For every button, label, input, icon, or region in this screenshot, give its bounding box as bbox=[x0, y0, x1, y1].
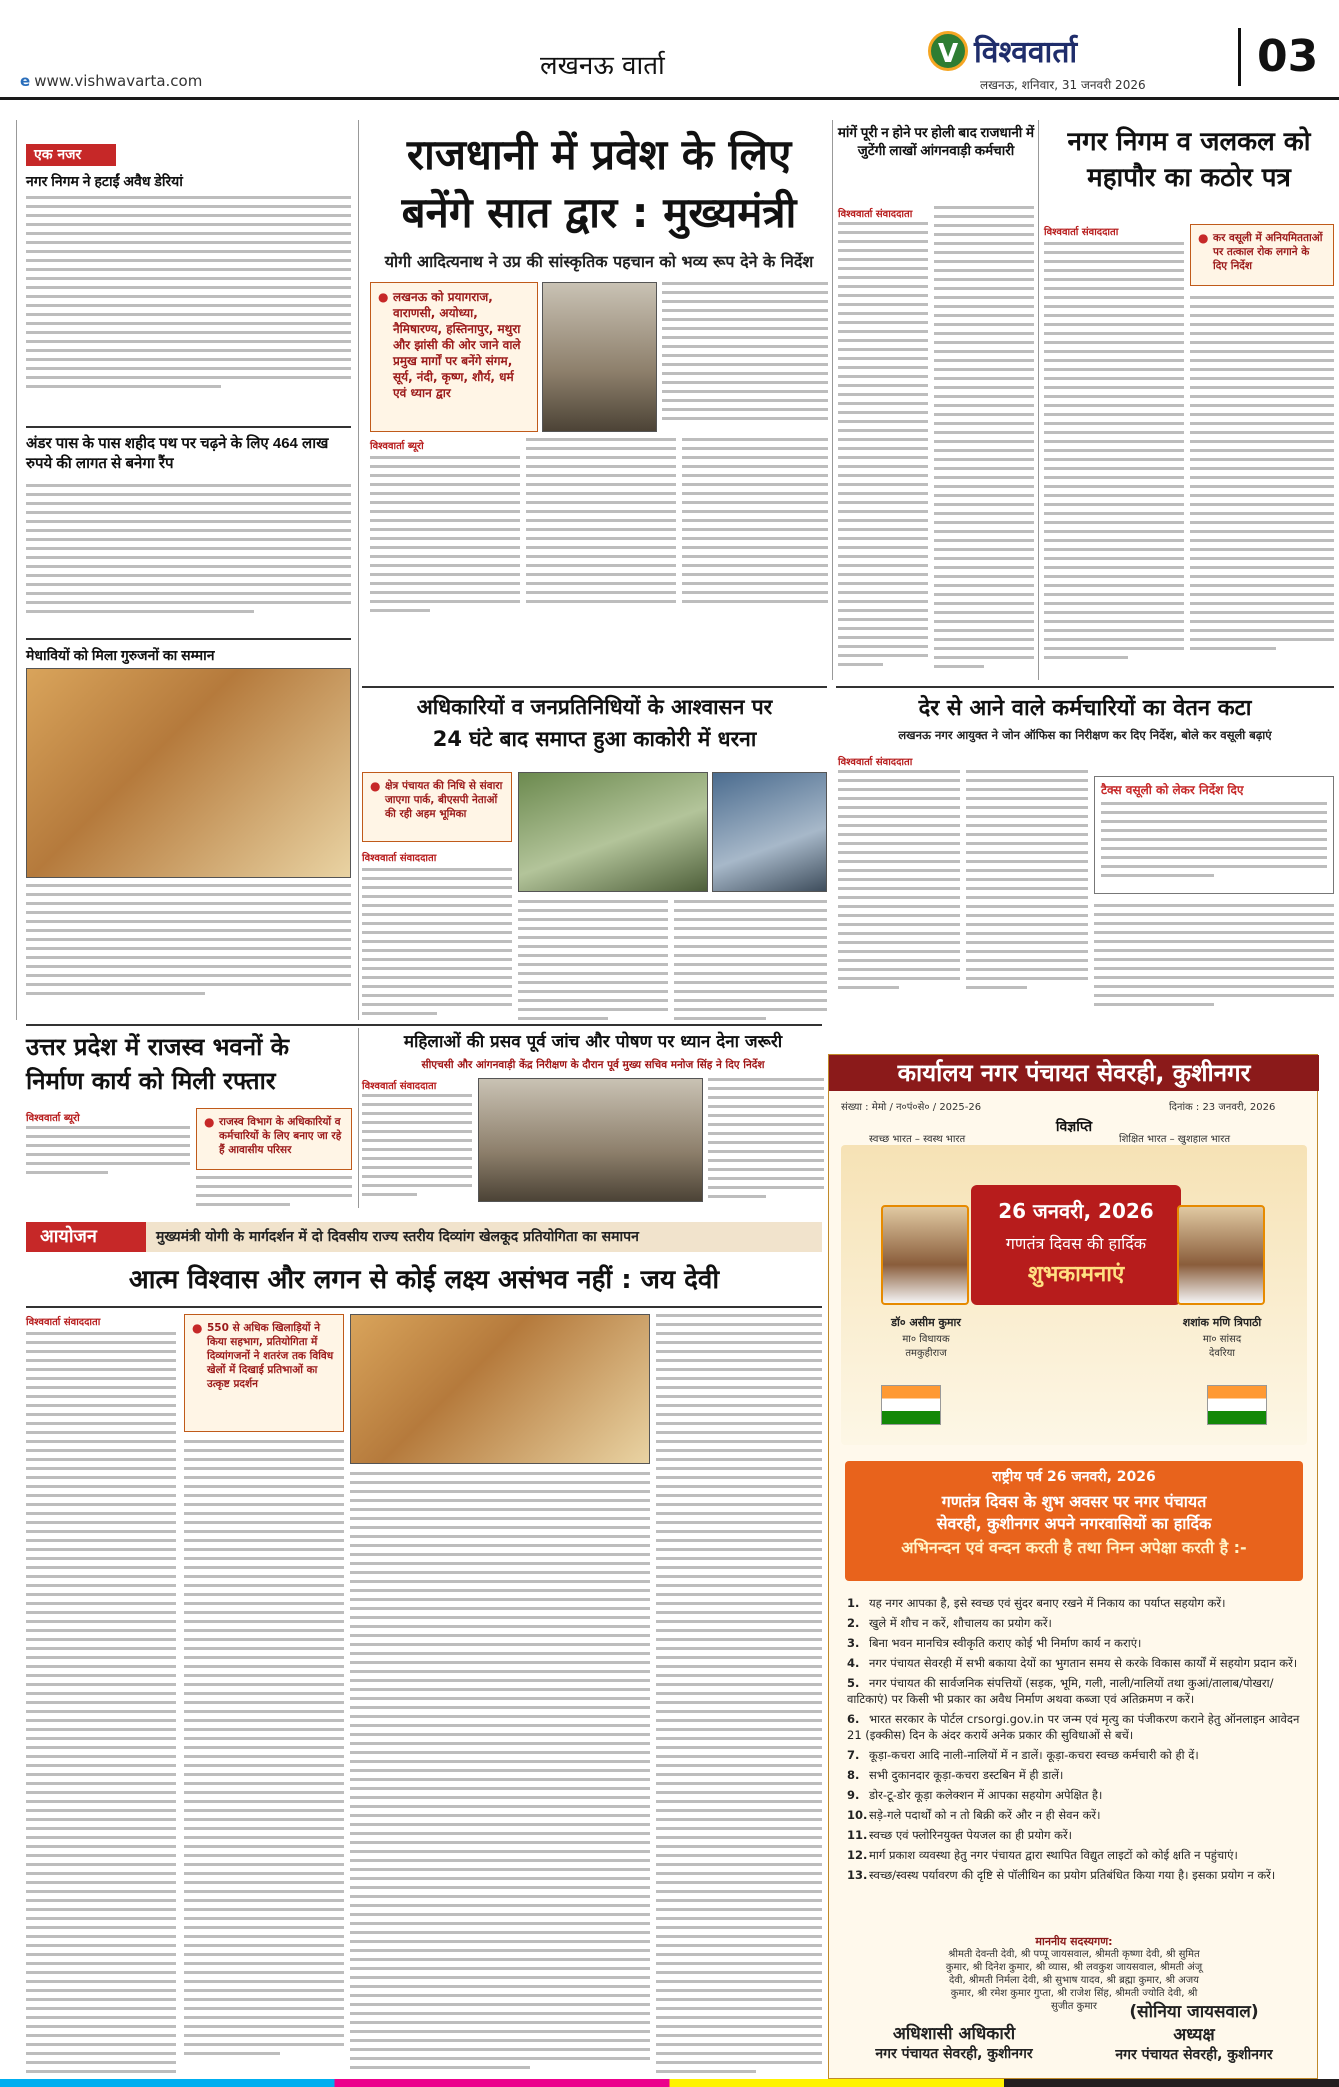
kakori-bureau: विश्ववार्ता संवाददाता bbox=[362, 853, 437, 864]
women-bureau: विश्ववार्ता संवाददाता bbox=[362, 1081, 437, 1092]
aayojan-body-d bbox=[350, 1472, 650, 2075]
list-item: 11. स्वच्छ एवं फ्लोरिनयुक्त पेयजल का ही प्रयोग करें। bbox=[847, 1828, 1073, 1842]
brief1-body bbox=[26, 196, 351, 394]
page-number: 03 bbox=[1238, 28, 1318, 86]
list-item: 2. खुले में शौच न करें, शौचालय का प्रयोग करें। bbox=[847, 1616, 1052, 1630]
brief3-title: मेधावियों को मिला गुरुजनों का सम्मान bbox=[26, 647, 215, 663]
salary-headline: देर से आने वाले कर्मचारियों का वेतन कटा bbox=[918, 696, 1252, 721]
list-item: 6. भारत सरकार के पोर्टल crsorgi.gov.in पर जन्म एवं मृत्यु का पंजीकरण कराने हेतु ऑनलाइन आवेदन 21 (इक्कीस) दिन के अंदर करायें अनेक प्रकार की सुविधाओं से बचें। bbox=[847, 1712, 1300, 1742]
aayojan-body-c bbox=[656, 1314, 822, 2079]
tax-box-title: टैक्स वसूली को लेकर निर्देश दिए bbox=[1101, 783, 1244, 797]
aayojan-headline: आत्म विश्वास और लगन से कोई लक्ष्य असंभव नहीं : जय देवी bbox=[128, 1265, 720, 1295]
list-item: 8. सभी दुकानदार कूड़ा-कचरा डस्टबिन में ही डालें। bbox=[847, 1768, 1064, 1782]
ek-nazar-tab: एक नजर bbox=[26, 144, 116, 166]
tricolor-flag-icon bbox=[881, 1385, 941, 1425]
kakori-headline-line2: 24 घंटे बाद समाप्त हुआ काकोरी में धरना bbox=[432, 727, 757, 751]
aayojan-highlight-box: ● 550 से अधिक खिलाड़ियों ने किया सहभाग, प्रतियोगिता में दिव्यांगजनों ने शतरंज तक विविध खेलों में दिखाई प्रतिभाओं का उत्कृष्ट प्रदर्शन bbox=[184, 1314, 344, 1432]
salary-body-c bbox=[1094, 904, 1334, 1012]
browser-e-icon: e bbox=[20, 72, 31, 90]
lead-body-b bbox=[370, 456, 520, 618]
women-headline: महिलाओं की प्रसव पूर्व जांच और पोषण पर ध्यान देना जरूरी bbox=[403, 1032, 783, 1052]
anganwadi-body-a bbox=[838, 222, 928, 672]
salary-body-a bbox=[838, 770, 960, 995]
ad-date: दिनांक : 23 जनवरी, 2026 bbox=[1169, 1102, 1276, 1113]
health-inspection-photo bbox=[478, 1078, 703, 1202]
sign-right-title: अध्यक्ष bbox=[1173, 2025, 1215, 2045]
kakori-body-b bbox=[518, 900, 668, 1026]
brief3-body bbox=[26, 884, 351, 1001]
anganwadi-body-b bbox=[934, 206, 1034, 674]
list-item: 3. बिना भवन मानचित्र स्वीकृति कराए कोई भी निर्माण कार्य न कराएं। bbox=[847, 1636, 1142, 1650]
orange-line1: राष्ट्रीय पर्व 26 जनवरी, 2026 bbox=[992, 1469, 1156, 1485]
kakori-body-a bbox=[362, 868, 512, 1021]
members-list: श्रीमती देवन्ती देवी, श्री पप्पू जायसवाल, श्रीमती कृष्णा देवी, श्री सुमित कुमार, श्री दिनेश कुमार, श्री व्यास, श्री लवकुश जायसवाल, श्रीमती अंजू देवी, श्रीमती निर्मला देवी, श्री सुभाष यादव, श्री ब्रह्मा कुमार, श्री अजय कुमार, श्री रमेश कुमार गुप्ता, श्री राजेश सिंह, श्रीमती ज्योति देवी, श्री सुजीत कुमार bbox=[945, 1949, 1203, 2012]
ad-ref: संख्या : मेमो / न०पं०से० / 2025-26 bbox=[841, 1102, 982, 1113]
logo-text: विश्ववार्ता bbox=[974, 35, 1078, 70]
anganwadi-headline: मांगें पूरी न होने पर होली बाद राजधानी में जुटेंगी लाखों आंगनवाड़ी कर्मचारी bbox=[837, 125, 1035, 158]
logo-v-icon: V bbox=[928, 31, 968, 71]
salary-deck: लखनऊ नगर आयुक्त ने जोन ऑफिस का निरीक्षण कर दिए निर्देश, बोले कर वसूली बढ़ाएं bbox=[898, 728, 1272, 742]
mayor-headline-line2: महापौर का कठोर पत्र bbox=[1087, 163, 1291, 193]
brief2-title: अंडर पास के पास शहीद पथ पर चढ़ने के लिए 464 लाख रुपये की लागत से बनेगा रैंप bbox=[26, 435, 329, 472]
sign-left-title: अधिशासी अधिकारी bbox=[892, 2024, 1016, 2044]
list-item: 10. सड़े-गले पदार्थों को न तो बिक्री करें और न ही सेवन करें। bbox=[847, 1808, 1101, 1822]
women-deck: सीएचसी और आंगनवाड़ी केंद्र निरीक्षण के दौरान पूर्व मुख्य सचिव मनोज सिंह ने दिए निर्देश bbox=[421, 1059, 765, 1071]
divider bbox=[26, 638, 351, 640]
banner-line2: शुभकामनाएं bbox=[1027, 1262, 1125, 1287]
mayor-body-b bbox=[1190, 296, 1334, 656]
person2-place: देवरिया bbox=[1209, 1348, 1235, 1359]
tax-instructions-box bbox=[1094, 776, 1334, 894]
section-name: लखनऊ वार्ता bbox=[540, 51, 665, 81]
teachers-felicitation-photo bbox=[26, 668, 351, 878]
lead-body-d bbox=[682, 438, 828, 609]
list-item: 7. कूड़ा-कचरा आदि नाली-नालियों में न डालें। कूड़ा-कचरा स्वच्छ कर्मचारी को ही दें। bbox=[847, 1748, 1199, 1762]
women-body-a bbox=[362, 1094, 472, 1202]
list-item: 5. नगर पंचायत की सार्वजनिक संपत्तियों (सड़क, भूमि, गली, नाली/नालियों तथा कुआं/तालाब/पोखरा/वाटिकाएं) पर किसी भी प्रकार का अवैध निर्माण अथवा कब्जा एवं अतिक्रमण न करें। bbox=[847, 1676, 1274, 1706]
members-heading: माननीय सदस्यगण: bbox=[1035, 1935, 1113, 1948]
divider bbox=[26, 426, 351, 428]
column-rule bbox=[832, 120, 833, 680]
column-rule bbox=[358, 120, 359, 1020]
women-body-b bbox=[708, 1078, 824, 1204]
ad-title: कार्यालय नगर पंचायत सेवरही, कुशीनगर bbox=[829, 1055, 1319, 1091]
brief1-title: नगर निगम ने हटाईं अवैध डेरियां bbox=[26, 173, 183, 189]
person2-role: मा० सांसद bbox=[1202, 1334, 1242, 1345]
kakori-headline-line1: अधिकारियों व जनप्रतिनिधियों के आश्वासन पर bbox=[416, 695, 773, 719]
person1-name: डॉ० असीम कुमार bbox=[891, 1316, 961, 1329]
mp-portrait bbox=[1177, 1205, 1265, 1305]
person2-name: शशांक मणि त्रिपाठी bbox=[1182, 1316, 1262, 1329]
newspaper-logo bbox=[928, 30, 1077, 71]
column-rule bbox=[1038, 120, 1039, 680]
orange-line2: गणतंत्र दिवस के शुभ अवसर पर नगर पंचायत bbox=[941, 1492, 1207, 1511]
column-rule bbox=[358, 1028, 359, 1208]
revenue-headline-line1: उत्तर प्रदेश में राजस्व भवनों के bbox=[26, 1033, 290, 1061]
revenue-highlight-box: ● राजस्व विभाग के अधिकारियों व कर्मचारियों के लिए बनाए जा रहे हैं आवासीय परिसर bbox=[196, 1108, 352, 1170]
aayojan-body-b bbox=[184, 1440, 344, 2061]
orange-line3: सेवरही, कुशीनगर अपने नगरवासियों का हार्दिक bbox=[936, 1514, 1212, 1533]
mayor-body-a bbox=[1044, 242, 1184, 665]
list-item: 13. स्वच्छ/स्वस्थ पर्यावरण की दृष्टि से पॉलीथिन का प्रयोग प्रतिबंधित किया गया है। इसका प्रयोग न करें। bbox=[847, 1868, 1276, 1882]
sign-right-place: नगर पंचायत सेवरही, कुशीनगर bbox=[1115, 2047, 1273, 2063]
revenue-headline-line2: निर्माण कार्य को मिली रफ्तार bbox=[26, 1067, 276, 1095]
mayor-highlight-box: ● कर वसूली में अनियमितताओं पर तत्काल रोक लगाने के दिए निर्देश bbox=[1190, 224, 1334, 286]
salary-bureau: विश्ववार्ता संवाददाता bbox=[838, 757, 913, 768]
ad-slogan-left: स्वच्छ भारत – स्वस्थ भारत bbox=[869, 1134, 966, 1145]
republic-day-banner bbox=[841, 1145, 1307, 1445]
mla-portrait bbox=[881, 1205, 969, 1305]
banner-date: 26 जनवरी, 2026 bbox=[998, 1199, 1154, 1223]
aayojan-body-a bbox=[26, 1332, 176, 2087]
sports-event-photo bbox=[350, 1314, 650, 1464]
orange-line4: अभिनन्दन एवं वन्दन करती है तथा निम्न अपेक्षा करती है :- bbox=[901, 1538, 1247, 1557]
list-item: 9. डोर-टू-डोर कूड़ा कलेक्शन में आपका सहयोग अपेक्षित है। bbox=[847, 1788, 1103, 1802]
lead-body-a bbox=[662, 282, 828, 426]
kakori-body-c bbox=[674, 900, 827, 1026]
revenue-body-a bbox=[26, 1126, 190, 1180]
ad-signature-right bbox=[1089, 1999, 1299, 2064]
site-url[interactable]: e www.vishwavarta.com bbox=[20, 72, 203, 90]
list-item: 1. यह नगर आपका है, इसे स्वच्छ एवं सुंदर बनाए रखने में निकाय का पर्याप्त सहयोग करें। bbox=[847, 1596, 1226, 1610]
person1-place: तमकुहीराज bbox=[905, 1348, 947, 1359]
column-rule bbox=[16, 120, 17, 1020]
sign-left-place: नगर पंचायत सेवरही, कुशीनगर bbox=[875, 2046, 1033, 2062]
aayojan-tab: आयोजन bbox=[26, 1222, 146, 1252]
ad-vigyapti: विज्ञप्ति bbox=[1055, 1119, 1093, 1135]
tax-box-body bbox=[1095, 802, 1333, 877]
republic-day-greeting bbox=[971, 1185, 1181, 1305]
divider bbox=[362, 686, 827, 688]
print-color-bar bbox=[0, 2079, 1339, 2087]
revenue-body-b bbox=[196, 1176, 352, 1212]
chief-minister-photo bbox=[542, 282, 657, 432]
lead-highlight-box: ● लखनऊ को प्रयागराज, वाराणसी, अयोध्या, नैमिषारण्य, हस्तिनापुर, मथुरा और झांसी की ओर जाने वाले प्रमुख मार्गों पर बनेंगे संगम, सूर्य, नंदी, कृष्ण, शौर्य, धर्म एवं ध्यान द्वार bbox=[370, 282, 538, 432]
kakori-protest-photo-2 bbox=[712, 772, 827, 892]
lead-deck: योगी आदित्यनाथ ने उप्र की सांस्कृतिक पहचान को भव्य रूप देने के निर्देश bbox=[384, 252, 814, 271]
tricolor-flag-icon bbox=[1207, 1385, 1267, 1425]
list-item: 12. मार्ग प्रकाश व्यवस्था हेतु नगर पंचायत द्वारा स्थापित विद्युत लाइटों को कोई क्षति न पहुंचाएं। bbox=[847, 1848, 1238, 1862]
brief2-body bbox=[26, 484, 351, 619]
ad-expectations-list bbox=[847, 1595, 1303, 1887]
lead-headline-line2: बनेंगे सात द्वार : मुख्यमंत्री bbox=[401, 188, 797, 237]
lead-headline-line1: राजधानी में प्रवेश के लिए bbox=[406, 130, 792, 179]
person1-role: मा० विधायक bbox=[902, 1334, 950, 1345]
ad-signature-left bbox=[849, 2021, 1059, 2063]
banner-line1: गणतंत्र दिवस की हार्दिक bbox=[1005, 1234, 1147, 1253]
lead-body-c bbox=[526, 438, 676, 609]
ad-slogan-right: शिक्षित भारत – खुशहाल भारत bbox=[1119, 1134, 1231, 1145]
anganwadi-bureau: विश्ववार्ता संवाददाता bbox=[838, 209, 913, 220]
aayojan-strip: मुख्यमंत्री योगी के मार्गदर्शन में दो दिवसीय राज्य स्तरीय दिव्यांग खेलकूद प्रतियोगिता का समापन bbox=[146, 1222, 822, 1252]
aayojan-bureau: विश्ववार्ता संवाददाता bbox=[26, 1317, 101, 1328]
dateline: लखनऊ, शनिवार, 31 जनवरी 2026 bbox=[980, 78, 1146, 92]
mayor-headline-line1: नगर निगम व जलकल को bbox=[1067, 127, 1311, 157]
sign-right-name: (सोनिया जायसवाल) bbox=[1129, 2002, 1259, 2022]
revenue-bureau: विश्ववार्ता ब्यूरो bbox=[26, 1113, 80, 1124]
divider bbox=[26, 1306, 822, 1308]
mayor-bureau: विश्ववार्ता संवाददाता bbox=[1044, 227, 1119, 238]
divider bbox=[26, 1024, 822, 1026]
lead-bureau: विश्ववार्ता ब्यूरो bbox=[370, 441, 424, 452]
kakori-highlight-box: ● क्षेत्र पंचायत की निधि से संवारा जाएगा पार्क, बीएसपी नेताओं की रही अहम भूमिका bbox=[362, 772, 512, 842]
nagar-panchayat-advertisement bbox=[828, 1054, 1318, 2079]
divider bbox=[836, 686, 1334, 688]
salary-body-b bbox=[966, 770, 1088, 995]
kakori-protest-photo-1 bbox=[518, 772, 708, 892]
list-item: 4. नगर पंचायत सेवरही में सभी बकाया देयों का भुगतान समय से करके विकास कार्यों में सहयोग प्रदान करें। bbox=[847, 1656, 1298, 1670]
ad-orange-message bbox=[845, 1461, 1303, 1581]
